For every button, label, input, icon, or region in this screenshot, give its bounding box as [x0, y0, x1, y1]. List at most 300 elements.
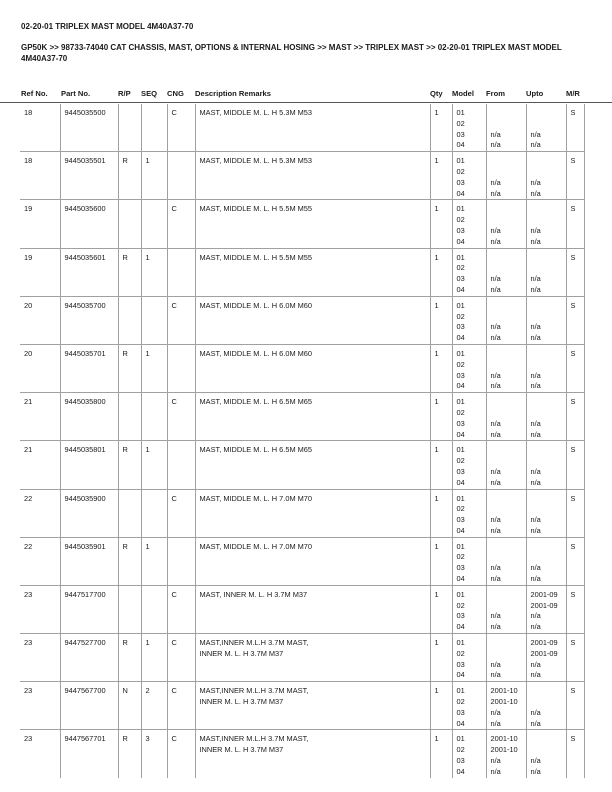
- model-cell-line: 04: [456, 622, 465, 632]
- from-cell-line: n/a: [490, 766, 501, 776]
- mr-cell: S: [566, 585, 584, 633]
- qty-cell: 1: [430, 104, 452, 152]
- ref-no-cell: 20: [20, 296, 60, 344]
- rp-cell: R: [118, 730, 141, 778]
- cng-cell: C: [167, 682, 195, 730]
- mr-cell: S: [566, 537, 584, 585]
- model-cell: [452, 585, 486, 633]
- upto-cell-line: [531, 408, 562, 419]
- col-qty: Qty: [430, 89, 443, 98]
- mr-cell: S: [566, 344, 584, 392]
- from-cell: [486, 248, 526, 296]
- model-cell-line: 04: [456, 381, 465, 391]
- description-cell-line: MAST,INNER M.L.H 3.7M MAST,: [199, 734, 309, 744]
- upto-cell: [526, 730, 566, 778]
- cng-cell: C: [167, 489, 195, 537]
- part-no-cell: 9445035801: [60, 441, 118, 489]
- mr-cell: S: [566, 200, 584, 248]
- col-upto: Upto: [526, 89, 544, 98]
- upto-cell-line: n/a: [530, 718, 541, 728]
- upto-cell-line: n/a: [530, 274, 541, 284]
- from-cell-line: n/a: [490, 622, 501, 632]
- from-cell: [486, 489, 526, 537]
- from-cell-line: [491, 397, 522, 408]
- ref-no-cell: 19: [20, 200, 60, 248]
- ref-no-cell: 21: [20, 393, 60, 441]
- from-cell: [486, 537, 526, 585]
- description-cell: [195, 296, 430, 344]
- qty-cell: 1: [430, 585, 452, 633]
- mr-cell: S: [566, 730, 584, 778]
- model-cell-line: 04: [456, 670, 465, 680]
- model-cell: [452, 296, 486, 344]
- col-model: Model: [452, 89, 474, 98]
- upto-cell-line: n/a: [530, 370, 541, 380]
- upto-cell: [526, 296, 566, 344]
- part-no-cell: 9447567700: [60, 682, 118, 730]
- from-cell-line: n/a: [490, 188, 501, 198]
- mr-cell: S: [566, 248, 584, 296]
- from-cell-line: n/a: [490, 418, 501, 428]
- from-cell-line: [491, 552, 522, 563]
- table-row: [20, 393, 584, 441]
- model-cell-line: 03: [456, 563, 465, 573]
- model-cell-line: 02: [456, 552, 465, 562]
- from-cell-line: [491, 638, 522, 649]
- model-cell: [452, 682, 486, 730]
- upto-cell-line: n/a: [530, 177, 541, 187]
- model-cell-line: 02: [456, 407, 465, 417]
- description-cell-line: MAST, MIDDLE M. L. H 5.3M M53: [199, 108, 313, 117]
- rp-cell: N: [118, 682, 141, 730]
- table-row: [20, 682, 584, 730]
- ref-no-cell: 22: [20, 489, 60, 537]
- table-row: [20, 104, 584, 152]
- rp-cell: R: [118, 634, 141, 682]
- upto-cell-line: n/a: [530, 466, 541, 476]
- from-cell-line: n/a: [490, 515, 501, 525]
- model-cell-line: 01: [456, 252, 465, 262]
- model-cell-line: 03: [456, 322, 465, 332]
- upto-cell: [526, 634, 566, 682]
- from-cell-line: [491, 542, 522, 553]
- from-cell-line: n/a: [490, 381, 501, 391]
- from-cell-line: [491, 445, 522, 456]
- upto-cell-line: [531, 263, 562, 274]
- from-cell-line: n/a: [490, 225, 501, 235]
- ref-no-cell: 23: [20, 682, 60, 730]
- upto-cell-line: n/a: [530, 188, 541, 198]
- upto-cell-line: [531, 542, 562, 553]
- upto-cell-line: [531, 734, 562, 745]
- from-cell-line: [491, 590, 522, 601]
- from-cell-line: n/a: [490, 177, 501, 187]
- upto-cell-line: 2001-09: [530, 600, 558, 610]
- from-cell-line: n/a: [490, 370, 501, 380]
- upto-cell-line: [531, 108, 562, 119]
- model-cell-line: 02: [456, 745, 465, 755]
- description-cell-line: INNER M. L. H 3.7M M37: [199, 648, 284, 658]
- upto-cell-line: n/a: [530, 381, 541, 391]
- description-cell-line: MAST, MIDDLE M. L. H 6.0M M60: [199, 300, 313, 310]
- upto-cell-line: [531, 552, 562, 563]
- upto-cell-line: [531, 360, 562, 371]
- qty-cell: 1: [430, 248, 452, 296]
- from-cell: [486, 634, 526, 682]
- upto-cell: [526, 200, 566, 248]
- description-cell: [195, 393, 430, 441]
- mr-cell: S: [566, 441, 584, 489]
- upto-cell: [526, 248, 566, 296]
- description-cell-line: MAST, MIDDLE M. L. H 5.5M M55: [199, 204, 313, 214]
- description-cell: [195, 152, 430, 200]
- from-cell-line: [491, 204, 522, 215]
- from-cell-line: n/a: [490, 274, 501, 284]
- from-cell: [486, 152, 526, 200]
- cng-cell: [167, 344, 195, 392]
- upto-cell-line: n/a: [530, 333, 541, 343]
- model-cell-line: 02: [456, 311, 465, 321]
- rp-cell: [118, 200, 141, 248]
- model-cell-line: 03: [456, 274, 465, 284]
- upto-cell: [526, 441, 566, 489]
- upto-cell-line: [531, 686, 562, 697]
- qty-cell: 1: [430, 489, 452, 537]
- upto-cell-line: n/a: [530, 611, 541, 621]
- cng-cell: C: [167, 200, 195, 248]
- description-cell-line: MAST, MIDDLE M. L. H 6.5M M65: [199, 397, 313, 407]
- rp-cell: [118, 104, 141, 152]
- upto-cell: [526, 152, 566, 200]
- col-part: Part No.: [61, 89, 91, 98]
- seq-cell: 1: [141, 441, 167, 489]
- upto-cell-line: [531, 397, 562, 408]
- upto-cell-line: [531, 119, 562, 130]
- description-cell: [195, 344, 430, 392]
- ref-no-cell: 23: [24, 734, 33, 744]
- seq-cell: 1: [141, 152, 167, 200]
- from-cell-line: n/a: [490, 670, 501, 680]
- table-row: [20, 441, 584, 489]
- upto-cell-line: n/a: [530, 284, 541, 294]
- from-cell-line: n/a: [490, 284, 501, 294]
- from-cell: [486, 585, 526, 633]
- col-desc: Description Remarks: [195, 89, 271, 98]
- upto-cell-line: n/a: [530, 574, 541, 584]
- qty-cell: 1: [430, 682, 452, 730]
- seq-cell: 3: [141, 730, 167, 778]
- mr-cell: S: [566, 634, 584, 682]
- cng-cell: C: [167, 393, 195, 441]
- ref-no-cell: 23: [20, 585, 60, 633]
- seq-cell: [141, 296, 167, 344]
- description-cell: [195, 730, 430, 778]
- seq-cell: [141, 393, 167, 441]
- from-cell-line: [491, 253, 522, 264]
- model-cell: [452, 344, 486, 392]
- mr-cell: S: [566, 393, 584, 441]
- qty-cell: 1: [430, 537, 452, 585]
- model-cell-line: 03: [456, 466, 465, 476]
- upto-cell-line: n/a: [530, 477, 541, 487]
- from-cell-line: [491, 494, 522, 505]
- from-cell: [486, 682, 526, 730]
- mr-cell: S: [566, 489, 584, 537]
- model-cell: [452, 393, 486, 441]
- model-cell-line: 03: [456, 129, 465, 139]
- from-cell-line: [491, 119, 522, 130]
- from-cell-line: [491, 649, 522, 660]
- qty-cell: 1: [430, 730, 452, 778]
- model-cell-line: 02: [456, 504, 465, 514]
- model-cell: [452, 730, 486, 778]
- upto-cell-line: [531, 204, 562, 215]
- from-cell-line: 2001-10: [490, 745, 518, 755]
- model-cell-line: 02: [456, 118, 465, 128]
- mr-cell: S: [566, 152, 584, 200]
- upto-cell-line: 2001-09: [530, 589, 558, 599]
- seq-cell: 1: [141, 634, 167, 682]
- part-no-cell: 9445035601: [60, 248, 118, 296]
- from-cell-line: [491, 360, 522, 371]
- model-cell: [452, 248, 486, 296]
- col-rp: R/P: [118, 89, 131, 98]
- model-cell-line: 04: [456, 429, 465, 439]
- from-cell-line: [491, 456, 522, 467]
- from-cell-line: n/a: [490, 525, 501, 535]
- model-cell: [452, 104, 486, 152]
- model-cell: [452, 200, 486, 248]
- col-mr: M/R: [566, 89, 580, 98]
- upto-cell-line: [531, 215, 562, 226]
- model-cell-line: 03: [456, 418, 465, 428]
- part-no-cell: 9445035501: [60, 152, 118, 200]
- table-row: [20, 489, 584, 537]
- upto-cell: [526, 537, 566, 585]
- upto-cell-line: [531, 494, 562, 505]
- upto-cell-line: n/a: [530, 707, 541, 717]
- seq-cell: 1: [141, 344, 167, 392]
- description-cell: [195, 200, 430, 248]
- ref-no-cell: 19: [20, 248, 60, 296]
- from-cell-line: n/a: [490, 756, 501, 766]
- upto-cell: [526, 682, 566, 730]
- model-cell-line: 03: [456, 370, 465, 380]
- from-cell-line: [491, 263, 522, 274]
- upto-cell: [526, 393, 566, 441]
- model-cell: [452, 634, 486, 682]
- model-cell-line: 01: [456, 445, 465, 455]
- upto-cell-line: [531, 456, 562, 467]
- table-row: [20, 537, 584, 585]
- from-cell-line: [491, 504, 522, 515]
- upto-cell-line: n/a: [530, 515, 541, 525]
- upto-cell-line: [531, 312, 562, 323]
- mr-cell: S: [566, 104, 584, 152]
- from-cell-line: n/a: [490, 707, 501, 717]
- description-cell-line: MAST, MIDDLE M. L. H 7.0M M70: [199, 541, 313, 551]
- ref-no-cell: 20: [20, 344, 60, 392]
- from-cell-line: [491, 408, 522, 419]
- description-cell: [195, 537, 430, 585]
- model-cell-line: 04: [456, 525, 465, 535]
- ref-no-cell: 21: [20, 441, 60, 489]
- description-cell: [195, 489, 430, 537]
- part-no-cell: 9447567701: [60, 730, 118, 778]
- model-cell-line: 01: [456, 589, 465, 599]
- table-row: [20, 296, 584, 344]
- parts-table: [20, 104, 585, 778]
- upto-cell-line: n/a: [530, 525, 541, 535]
- rp-cell: R: [118, 441, 141, 489]
- from-cell-line: n/a: [490, 236, 501, 246]
- breadcrumb: GP50K >> 98733-74040 CAT CHASSIS, MAST, OPTIONS & INTERNAL HOSING >> MAST >> TRIPLEX MAST >> 02-20-01 TRIPLEX MAST MODEL 4M40A37-70: [21, 43, 562, 63]
- qty-cell: 1: [430, 344, 452, 392]
- cng-cell: C: [167, 730, 195, 778]
- model-cell-line: 01: [456, 734, 465, 744]
- model-cell-line: 03: [456, 611, 465, 621]
- model-cell-line: 04: [456, 718, 465, 728]
- from-cell: [486, 441, 526, 489]
- upto-cell-line: [531, 156, 562, 167]
- from-cell-line: n/a: [490, 466, 501, 476]
- part-no-cell: 9445035600: [60, 200, 118, 248]
- upto-cell-line: n/a: [530, 236, 541, 246]
- cng-cell: C: [167, 296, 195, 344]
- model-cell-line: 02: [456, 456, 465, 466]
- model-cell-line: 01: [456, 300, 465, 310]
- seq-cell: [141, 585, 167, 633]
- upto-cell-line: n/a: [530, 670, 541, 680]
- seq-cell: 2: [141, 682, 167, 730]
- model-cell-line: 03: [456, 225, 465, 235]
- table-header: [0, 88, 612, 103]
- description-cell-line: MAST, MIDDLE M. L. H 6.5M M65: [199, 445, 313, 455]
- model-cell: [452, 441, 486, 489]
- model-cell-line: 02: [456, 166, 465, 176]
- description-cell-line: MAST, INNER M. L. H 3.7M M37: [199, 589, 308, 599]
- rp-cell: [118, 489, 141, 537]
- from-cell: [486, 393, 526, 441]
- rp-cell: [118, 585, 141, 633]
- upto-cell-line: [531, 253, 562, 264]
- upto-cell-line: n/a: [530, 659, 541, 669]
- qty-cell: 1: [430, 296, 452, 344]
- part-no-cell: 9447527700: [60, 634, 118, 682]
- seq-cell: [141, 200, 167, 248]
- cng-cell: [167, 248, 195, 296]
- from-cell-line: [491, 301, 522, 312]
- description-cell-line: MAST, MIDDLE M. L. H 5.5M M55: [199, 252, 313, 262]
- from-cell-line: n/a: [490, 718, 501, 728]
- model-cell-line: 04: [456, 140, 465, 150]
- part-no-cell: 9445035900: [60, 489, 118, 537]
- model-cell-line: 04: [456, 333, 465, 343]
- model-cell-line: 01: [456, 493, 465, 503]
- rp-cell: R: [118, 248, 141, 296]
- model-cell-line: 02: [456, 648, 465, 658]
- ref-no-cell: 18: [20, 152, 60, 200]
- upto-cell-line: n/a: [530, 429, 541, 439]
- seq-cell: 1: [141, 248, 167, 296]
- from-cell-line: n/a: [490, 129, 501, 139]
- seq-cell: [141, 489, 167, 537]
- mr-cell: S: [566, 682, 584, 730]
- cng-cell: [167, 152, 195, 200]
- upto-cell-line: 2001-09: [530, 648, 558, 658]
- part-no-cell: 9447517700: [60, 585, 118, 633]
- from-cell-line: [491, 167, 522, 178]
- rp-cell: R: [118, 152, 141, 200]
- rp-cell: R: [118, 344, 141, 392]
- part-no-cell: 9445035800: [60, 393, 118, 441]
- model-cell-line: 04: [456, 188, 465, 198]
- page-title: 02-20-01 TRIPLEX MAST MODEL 4M40A37-70: [21, 22, 194, 31]
- part-no-cell: 9445035901: [60, 537, 118, 585]
- upto-cell-line: [531, 745, 562, 756]
- from-cell: [486, 296, 526, 344]
- rp-cell: [118, 296, 141, 344]
- description-cell-line: INNER M. L. H 3.7M M37: [199, 697, 284, 707]
- upto-cell-line: n/a: [530, 225, 541, 235]
- from-cell-line: n/a: [490, 574, 501, 584]
- model-cell-line: 03: [456, 515, 465, 525]
- table-row: [20, 200, 584, 248]
- ref-no-cell: 18: [20, 104, 60, 152]
- model-cell-line: 04: [456, 477, 465, 487]
- upto-cell-line: [531, 301, 562, 312]
- upto-cell-line: n/a: [530, 140, 541, 150]
- description-cell: [195, 248, 430, 296]
- model-cell-line: 01: [456, 348, 465, 358]
- from-cell: [486, 344, 526, 392]
- model-cell-line: 03: [456, 707, 465, 717]
- upto-cell-line: [531, 445, 562, 456]
- model-cell-line: 04: [456, 284, 465, 294]
- model-cell: [452, 537, 486, 585]
- cng-cell: C: [167, 585, 195, 633]
- description-cell: [195, 585, 430, 633]
- upto-cell-line: n/a: [530, 322, 541, 332]
- from-cell-line: [491, 349, 522, 360]
- description-cell: [195, 682, 430, 730]
- description-cell-line: MAST, MIDDLE M. L. H 5.3M M53: [199, 156, 313, 166]
- from-cell-line: n/a: [490, 333, 501, 343]
- model-cell-line: 01: [456, 686, 465, 696]
- from-cell-line: 2001-10: [490, 734, 518, 744]
- mr-cell: S: [566, 296, 584, 344]
- upto-cell-line: [531, 504, 562, 515]
- from-cell-line: [491, 108, 522, 119]
- model-cell-line: 02: [456, 263, 465, 273]
- seq-cell: [141, 104, 167, 152]
- qty-cell: 1: [430, 634, 452, 682]
- model-cell-line: 03: [456, 756, 465, 766]
- model-cell-line: 02: [456, 600, 465, 610]
- from-cell-line: 2001-10: [490, 686, 518, 696]
- upto-cell-line: n/a: [530, 418, 541, 428]
- table-row: [20, 730, 584, 778]
- upto-cell-line: n/a: [530, 756, 541, 766]
- model-cell-line: 03: [456, 177, 465, 187]
- model-cell-line: 02: [456, 215, 465, 225]
- qty-cell: 1: [430, 393, 452, 441]
- from-cell-line: [491, 215, 522, 226]
- model-cell-line: 04: [456, 574, 465, 584]
- qty-cell: 1: [430, 200, 452, 248]
- upto-cell-line: n/a: [530, 563, 541, 573]
- from-cell-line: n/a: [490, 477, 501, 487]
